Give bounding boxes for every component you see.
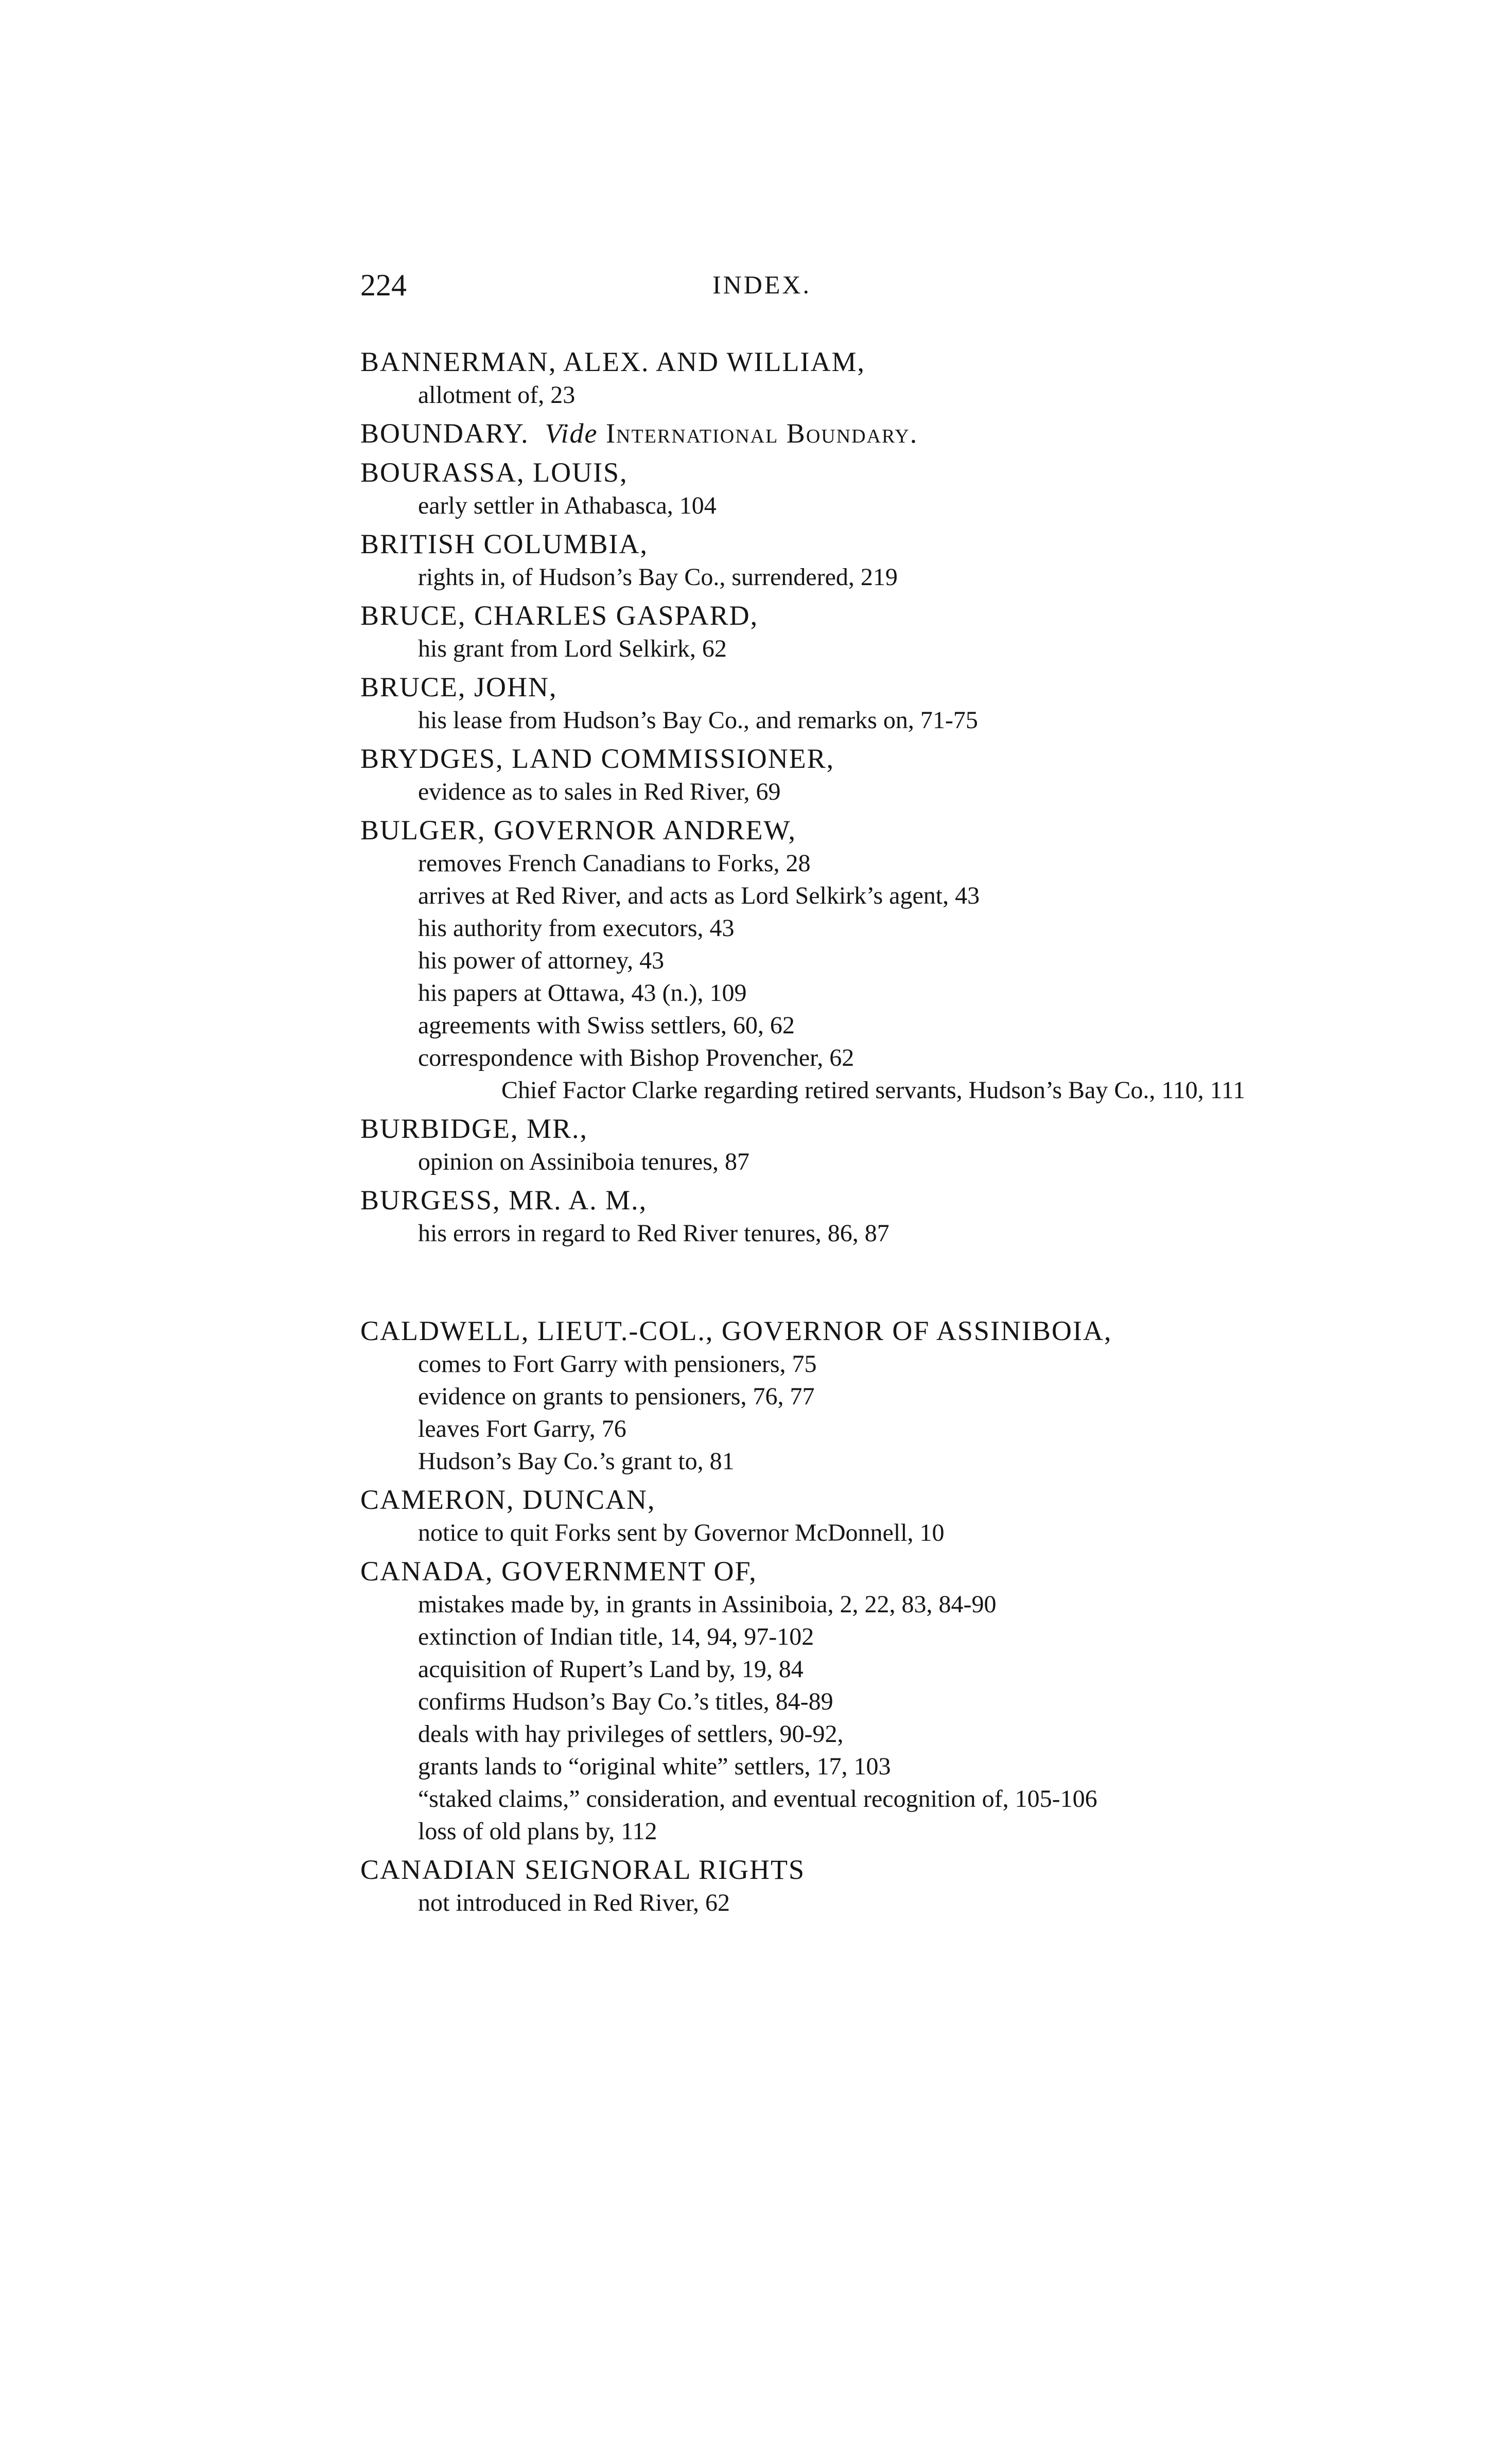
page-number: 224 — [360, 268, 407, 302]
entry-subheading: Hudson’s Bay Co.’s grant to, 81 — [418, 1448, 735, 1475]
entry-subheading: his lease from Hudson’s Bay Co., and remarks on, 71-75 — [418, 707, 978, 734]
entry-subheading: extinction of Indian title, 14, 94, 97-102 — [418, 1623, 814, 1650]
index-entry — [360, 1554, 1390, 1847]
index-entry — [360, 1853, 1390, 1919]
index-entry — [360, 527, 1390, 593]
index-entry — [360, 1483, 1390, 1549]
entry-heading: BRITISH COLUMBIA, — [360, 529, 649, 559]
entry-subheading: not introduced in Red River, 62 — [418, 1889, 730, 1916]
entry-heading — [360, 416, 1390, 450]
entry-subheading: opinion on Assiniboia tenures, 87 — [418, 1148, 749, 1175]
entry-subheading: his power of attorney, 43 — [418, 947, 665, 974]
entry-subheading: removes French Canadians to Forks, 28 — [418, 850, 811, 877]
index-entry — [360, 345, 1390, 411]
index-entry — [360, 670, 1390, 736]
index-entry — [360, 1314, 1390, 1477]
entry-subheading: early settler in Athabasca, 104 — [418, 492, 717, 519]
entry-heading: BANNERMAN, ALEX. AND WILLIAM, — [360, 346, 865, 377]
entry-nested-subheading: Chief Factor Clarke regarding retired servants, Hudson’s Bay Co., 110, 111 — [501, 1077, 1246, 1104]
entry-heading: CANADA, GOVERNMENT OF, — [360, 1556, 757, 1587]
entry-subheading: “staked claims,” consideration, and eventual recognition of, 105-106 — [418, 1785, 1097, 1812]
entry-subheading: his grant from Lord Selkirk, 62 — [418, 635, 727, 662]
entry-heading: BRUCE, JOHN, — [360, 672, 557, 702]
entry-heading: BRUCE, CHARLES GASPARD, — [360, 600, 759, 631]
entry-heading-text: BOUNDARY. — [360, 418, 529, 449]
entry-subheading: comes to Fort Garry with pensioners, 75 — [418, 1350, 817, 1378]
entry-subheading: rights in, of Hudson’s Bay Co., surrendered, 219 — [418, 564, 898, 591]
entry-subheading: evidence as to sales in Red River, 69 — [418, 778, 781, 805]
entry-subheading: correspondence with Bishop Provencher, 62 — [418, 1044, 854, 1071]
entry-heading: BOURASSA, LOUIS, — [360, 457, 628, 488]
entry-subheading: mistakes made by, in grants in Assiniboia, 2, 22, 83, 84-90 — [418, 1591, 997, 1618]
entry-heading: CANADIAN SEIGNORAL RIGHTS — [360, 1854, 805, 1885]
index-entry — [360, 1112, 1390, 1178]
entry-subheading: allotment of, 23 — [418, 381, 575, 409]
entry-subheading: notice to quit Forks sent by Governor McDonnell, 10 — [418, 1519, 945, 1546]
entry-heading: BRYDGES, LAND COMMISSIONER, — [360, 743, 835, 774]
index-list — [360, 345, 1390, 1924]
entry-subheading: leaves Fort Garry, 76 — [418, 1415, 626, 1442]
entry-subheading: his authority from executors, 43 — [418, 914, 735, 942]
entry-subheading: agreements with Swiss settlers, 60, 62 — [418, 1012, 795, 1039]
index-entry — [360, 813, 1390, 1106]
entry-heading: BULGER, GOVERNOR ANDREW, — [360, 815, 797, 846]
cross-reference-target: International Boundary. — [606, 418, 918, 449]
entry-subheading: acquisition of Rupert’s Land by, 19, 84 — [418, 1656, 804, 1683]
page-header — [360, 268, 1163, 314]
entry-subheading: his papers at Ottawa, 43 (n.), 109 — [418, 979, 747, 1007]
cross-reference-vide: Vide — [545, 418, 598, 449]
entry-subheading: loss of old plans by, 112 — [418, 1818, 657, 1845]
entry-heading: BURGESS, MR. A. M., — [360, 1185, 648, 1216]
index-entry — [360, 599, 1390, 665]
entry-heading: BURBIDGE, MR., — [360, 1113, 588, 1144]
entry-heading: CAMERON, DUNCAN, — [360, 1484, 656, 1515]
entry-subheading: his errors in regard to Red River tenures, 86, 87 — [418, 1220, 889, 1247]
entry-heading: CALDWELL, LIEUT.-COL., GOVERNOR OF ASSINIBOIA, — [360, 1315, 1112, 1346]
entry-subheading: arrives at Red River, and acts as Lord Selkirk’s agent, 43 — [418, 882, 980, 909]
entry-subheading: deals with hay privileges of settlers, 90-92, — [418, 1720, 844, 1748]
running-head: INDEX. — [712, 270, 812, 299]
entry-subheading: evidence on grants to pensioners, 76, 77 — [418, 1383, 815, 1410]
entry-subheading: confirms Hudson’s Bay Co.’s titles, 84-89 — [418, 1688, 833, 1715]
entry-subheading: grants lands to “original white” settlers, 17, 103 — [418, 1753, 891, 1780]
index-entry — [360, 416, 1390, 450]
index-entry — [360, 1183, 1390, 1249]
index-entry — [360, 455, 1390, 522]
index-entry — [360, 742, 1390, 808]
